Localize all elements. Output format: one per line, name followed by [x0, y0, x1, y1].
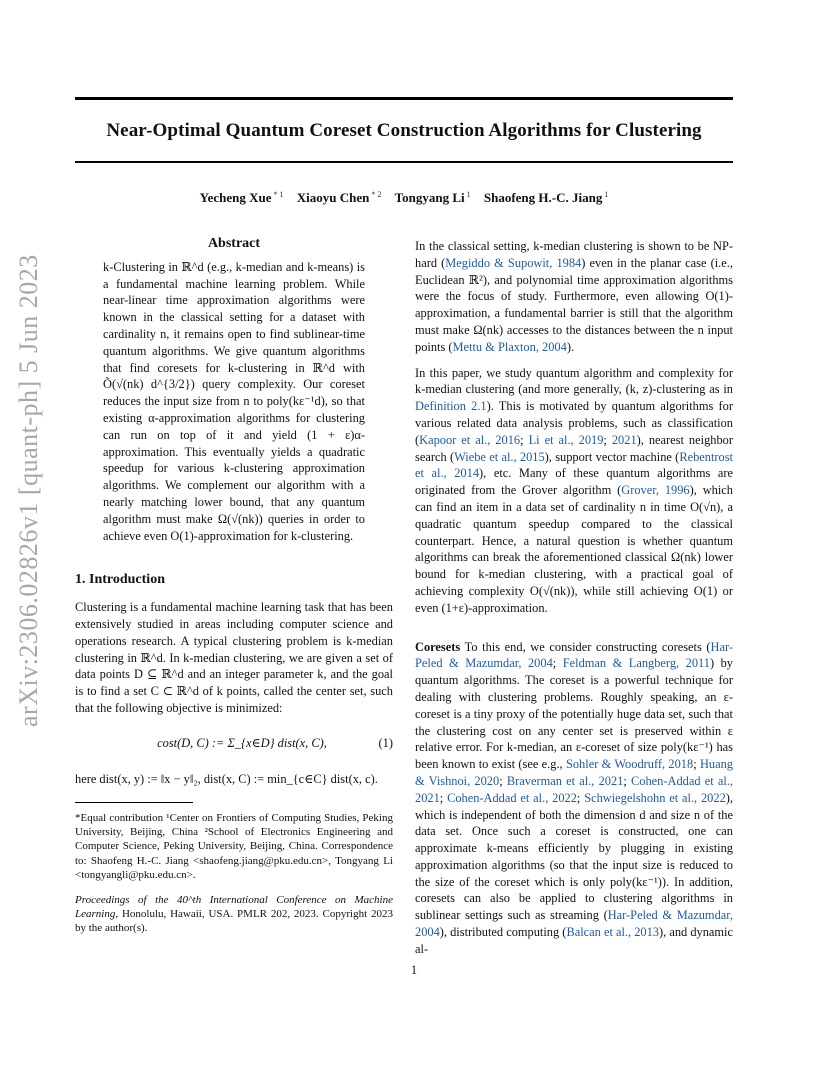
citation-link[interactable]: Balcan et al., 2013 — [566, 925, 659, 940]
citation-link[interactable]: Schwiegelshohn et al., 2022 — [584, 790, 726, 805]
definition-link[interactable]: Definition 2.1 — [415, 399, 487, 414]
citation-link[interactable]: Huang & Vishnoi, 2020 — [415, 757, 733, 788]
arxiv-stamp: arXiv:2306.02826v1 [quant-ph] 5 Jun 2023 — [14, 254, 43, 727]
proceedings-venue: Proceedings of the 40^th International Conference on Machine Learning — [75, 893, 393, 920]
citation-link[interactable]: Wiebe et al., 2015 — [454, 449, 545, 464]
citation-link[interactable]: Cohen-Addad et al., 2022 — [447, 790, 577, 805]
equation-definition: here dist(x, y) := ‖x − y‖₂, dist(x, C) := min_{c∈C} dist(x, c). — [75, 771, 378, 786]
citation-link[interactable]: Cohen-Addad et al., 2021 — [415, 773, 734, 805]
page-number: 1 — [410, 963, 418, 977]
equation-number: (1) — [378, 736, 393, 751]
footnote — [75, 811, 393, 883]
affiliation-footnote: *Equal contribution ¹Center on Frontiers of Computing Studies, Peking University, Beijing, China ²School of Electronics Engineering and Computer Science, Peking University, Beijing, China. Correspondence to: Shaofeng H.-C. Jiang <shaofeng.jiang@pku.edu.cn>, Tongyang Li <tongyangli@pku.edu.cn>. — [75, 811, 393, 882]
proceedings-details: , Honolulu, Hawaii, USA. PMLR 202, 2023. Copyright 2023 by the author(s). — [75, 907, 393, 935]
citation-link[interactable]: Rebentrost et al., 2014 — [415, 449, 733, 481]
citation-link[interactable]: 2021 — [611, 432, 637, 447]
citation-link[interactable]: Braverman et al., 2021 — [506, 773, 624, 788]
paragraph-this-paper: In this paper, we study quantum algorithm and complexity for k-median clustering (and more generally, (k, z)-clustering as in Definition 2.1). This is motivated by quantum algorithms for various related data analysis problems, such as classification (Kapoor et al., 2016; Li et al., 2019; 2021), nearest neighbor search (Wiebe et al., 2015), support vector machine (Rebentrost et al., 2014), etc. Many of these quantum algorithms are originated from the Grover algorithm (Grover, 1996), which can find an item in a data set of cardinality n in time O(√n), a quadratic quantum speedup compared to the classical counterpart. Hence, a natural question is whether quantum algorithms can break the aforementioned classical Ω(nk) lower bound for k-median clustering, with a practical goal of achieving complexity O(√(nk)), while still achieving O(1) or even (1+ε)-approximation. — [415, 365, 733, 615]
equation-body: cost(D, C) := Σ_{x∈D} dist(x, C), — [157, 736, 327, 751]
abstract-body: k-Clustering in ℝ^d (e.g., k-median and k-means) is a fundamental machine learning problem. While near-linear time approximation algorithms were known in the classical setting for a dataset with cardinality n, it remains open to find sublinear-time quantum algorithms. We give quantum algorithms that find coresets for k-clustering in ℝ^d with Õ(√(nk) d^{3/2}) query complexity. Our coreset reduces the input size from n to poly(kε⁻¹d), so that existing α-approximation algorithms for clustering can run on top of it and yield (1 + ε)α-approximation. This eventually yields a quadratic speedup for various k-clustering approximation algorithms. We complement our algorithm with a nearly matching lower bound, that any quantum algorithm must make Ω(√(nk)) queries in order to achieve even O(1)-approximation for k-clustering. — [103, 259, 365, 543]
intro-paragraph: Clustering is a fundamental machine learning task that has been extensively studied in areas including computer science and operations research. A typical clustering problem is k-median clustering in ℝ^d. In k-median clustering, we are given a set of data points D ⊆ ℝ^d and an integer parameter k, and the goal is to find a set C ⊂ ℝ^d of k points, called the center set, such that the following objective is minimized: — [75, 600, 393, 715]
paragraph-heading-coresets: Coresets — [415, 639, 461, 654]
author-list — [75, 190, 733, 206]
right-column — [415, 238, 733, 967]
paper-title: Near-Optimal Quantum Coreset Construction Algorithms for Clustering — [106, 120, 702, 141]
paragraph-coresets: Coresets To this end, we consider constructing coresets (Har-Peled & Mazumdar, 2004; Feldman & Langberg, 2011) by quantum algorithms. The coreset is a powerful technique for dealing with clustering problems. Roughly speaking, an ε-coreset is a tiny proxy of the potentially huge data set, such that the clustering cost on any center set is preserved within ε relative error. For k-median, an ε-coreset of size poly(kε⁻¹) has been known to exist (see e.g., Sohler & Woodruff, 2018; Huang & Vishnoi, 2020; Braverman et al., 2021; Cohen-Addad et al., 2021; Cohen-Addad et al., 2022; Schwiegelshohn et al., 2022), which is independent of both the dimension d and size n of the data set. Once such a coreset is constructed, one can approximate k-means efficiently by plugging in existing approximation algorithms (so that the input size is reduced to the size of the coreset which is only poly(kε⁻¹)). In addition, coresets can also be applied to clustering algorithms in sublinear settings such as streaming (Har-Peled & Mazumdar, 2004), distributed computing (Balcan et al., 2013), and dynamic al- — [415, 639, 734, 956]
citation-link[interactable]: Mettu & Plaxton, 2004 — [452, 339, 567, 354]
abstract-heading: Abstract — [207, 236, 261, 251]
citation-link[interactable]: Feldman & Langberg, 2011 — [562, 656, 710, 671]
citation-link[interactable]: Har-Peled & Mazumdar, 2004 — [415, 908, 733, 940]
paragraph-classical-setting: In the classical setting, k-median clustering is shown to be NP-hard (Megiddo & Supowit, 1984) even in the planar case (i.e., Euclidean ℝ²), and polynomial time approximation algorithms were the focus of study. Furthermore, even allowing O(1)-approximation, a fundamental barrier is still that the algorithm must make Ω(nk) accesses to the distances between the n input points (Mettu & Plaxton, 2004). — [415, 239, 733, 354]
equation-1 — [75, 727, 393, 761]
author: Shaofeng H.-C. Jiang $^1$ — [483, 190, 609, 206]
citation-link[interactable]: Sohler & Woodruff, 2018 — [565, 757, 694, 772]
section-heading-introduction: 1. Introduction — [75, 572, 165, 588]
proceedings-note — [75, 893, 393, 936]
citation-link[interactable]: Li et al., 2019 — [528, 432, 604, 447]
title-top-rule — [75, 97, 733, 100]
author: Xiaoyu Chen $^{* 2}$ — [296, 190, 382, 206]
citation-link[interactable]: Har-Peled & Mazumdar, 2004 — [415, 639, 733, 671]
citation-link[interactable]: Grover, 1996 — [621, 483, 690, 498]
author: Yecheng Xue $^{* 1}$ — [199, 190, 284, 206]
author: Tongyang Li $^1$ — [394, 190, 471, 206]
citation-link[interactable]: Megiddo & Supowit, 1984 — [445, 255, 582, 270]
footnote-rule — [75, 802, 193, 803]
left-column — [75, 236, 393, 936]
title-bottom-rule — [75, 161, 733, 163]
citation-link[interactable]: Kapoor et al., 2016 — [419, 432, 521, 447]
